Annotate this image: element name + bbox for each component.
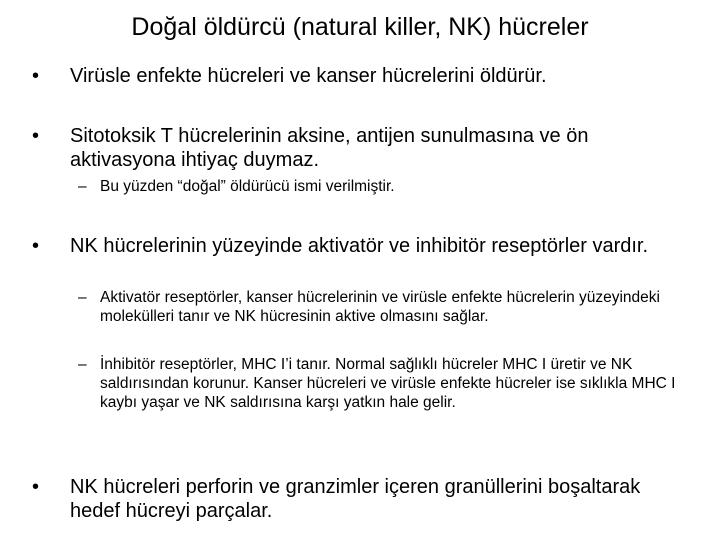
bullet-marker: • (32, 235, 40, 257)
sub-bullet-marker: – (78, 289, 87, 306)
bullet-text: Sitotoksik T hücrelerinin aksine, antijen sunulmasına ve ön aktivasyona ihtiyaç duymaz. (70, 125, 589, 171)
bullet-marker: • (32, 125, 40, 147)
bullet-item (32, 475, 692, 523)
sub-bullet-text: İnhibitör reseptörler, MHC I’i tanır. Normal sağlıklı hücreler MHC I üretir ve NK saldırısından korunur. Kanser hücreleri ve virüsle enfekte hücreler ise sıklıkla MHC I kaybı yaşar ve NK saldırısına karşı yatkın hale gelir. (100, 356, 676, 411)
bullet-item (32, 64, 692, 88)
slide-title: Doğal öldürcü (natural killer, NK) hücreler (131, 13, 589, 41)
bullet-marker: • (32, 476, 40, 498)
bullet-text: Virüsle enfekte hücreleri ve kanser hücrelerini öldürür. (70, 65, 547, 87)
sub-bullet-item (78, 355, 690, 412)
sub-bullet-item (78, 288, 690, 326)
sub-bullet-text: Bu yüzden “doğal” öldürücü ismi verilmiştir. (100, 178, 395, 195)
sub-bullet-text: Aktivatör reseptörler, kanser hücrelerinin ve virüsle enfekte hücrelerin yüzeyindeki molekülleri tanır ve NK hücresinin aktive olmasını sağlar. (100, 289, 660, 325)
sub-bullet-item (78, 177, 690, 196)
sub-bullet-marker: – (78, 178, 87, 195)
bullet-item (32, 234, 692, 258)
bullet-text: NK hücreleri perforin ve granzimler içeren granüllerini boşaltarak hedef hücreyi parçalar. (70, 476, 641, 522)
bullet-item (32, 124, 692, 172)
bullet-marker: • (32, 65, 40, 87)
bullet-text: NK hücrelerinin yüzeyinde aktivatör ve inhibitör reseptörler vardır. (70, 235, 649, 257)
sub-bullet-marker: – (78, 356, 87, 373)
